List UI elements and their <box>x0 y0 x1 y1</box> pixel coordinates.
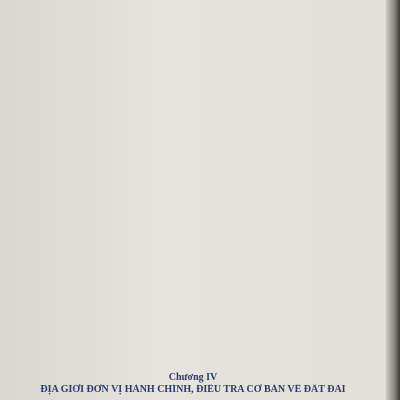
book-spine <box>386 0 400 400</box>
chapter-heading: Chương IV <box>168 372 218 383</box>
chapter-title: ĐỊA GIỚI ĐƠN VỊ HÀNH CHÍNH, ĐIỀU TRA CƠ BẢN VỀ ĐẤT ĐAI <box>40 384 346 395</box>
